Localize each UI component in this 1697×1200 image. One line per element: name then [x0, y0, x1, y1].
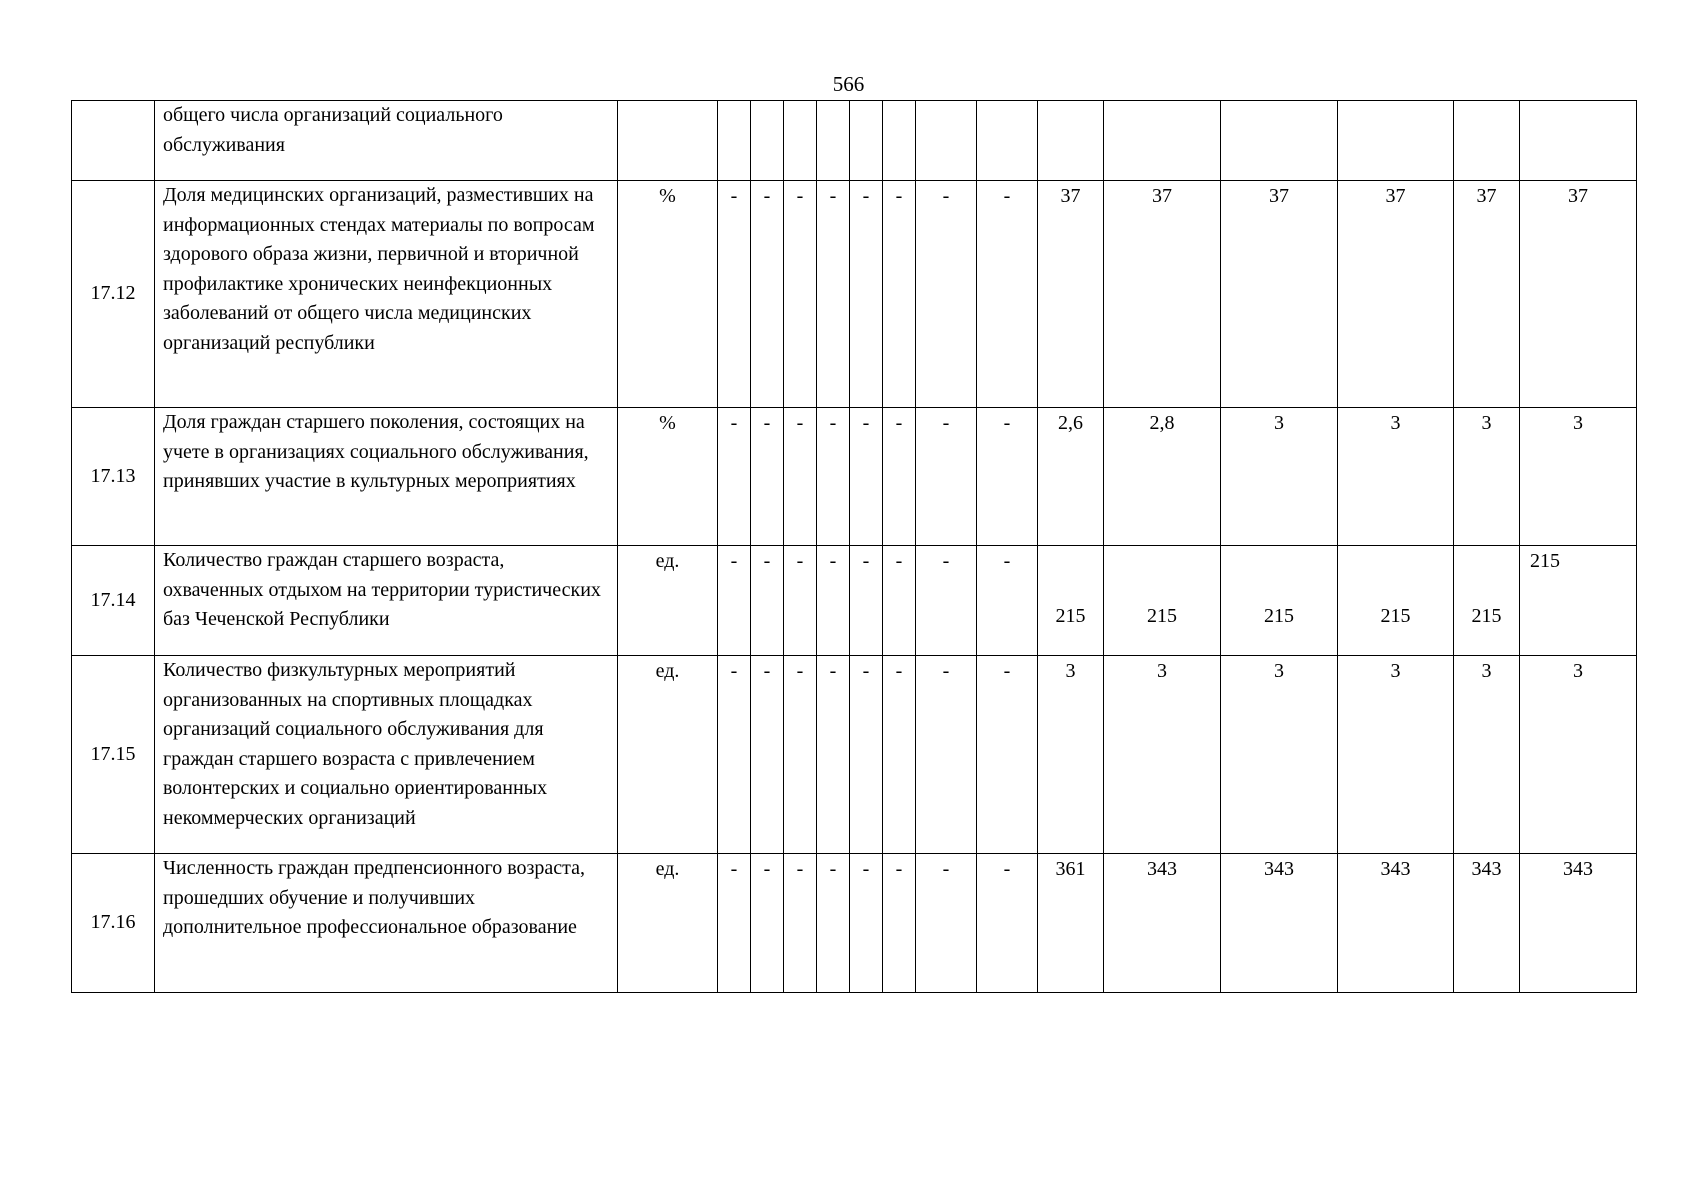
- value-cell: 2,6: [1038, 408, 1104, 546]
- table-row: [72, 546, 1637, 656]
- dash-cell: -: [916, 181, 977, 408]
- dash-cell: -: [784, 546, 817, 656]
- unit-cell: ед.: [618, 546, 718, 656]
- dash-cell: -: [850, 408, 883, 546]
- unit-cell: ед.: [618, 854, 718, 993]
- indicator-name-cell: Численность граждан предпенсионного возраста, прошедших обучение и получивших дополнительное профессиональное образование: [155, 854, 618, 993]
- row-number-cell: 17.12: [72, 181, 155, 408]
- indicator-name-cell: Количество граждан старшего возраста, охваченных отдыхом на территории туристических баз Чеченской Республики: [155, 546, 618, 656]
- value-cell: 37: [1221, 181, 1338, 408]
- dash-cell: -: [817, 854, 850, 993]
- value-cell: 343: [1104, 854, 1221, 993]
- dash-cell: -: [817, 656, 850, 854]
- indicator-name-cell: Доля медицинских организаций, разместивших на информационных стендах материалы по вопросам здорового образа жизни, первичной и вторичной профилактике хронических неинфекционных заболеваний от общего числа медицинских организаций республики: [155, 181, 618, 408]
- value-cell: 343: [1454, 854, 1520, 993]
- value-cell: 361: [1038, 854, 1104, 993]
- value-cell: 215: [1221, 546, 1338, 656]
- row-number-cell: [72, 101, 155, 181]
- dash-cell: -: [784, 854, 817, 993]
- dash-cell: -: [718, 854, 751, 993]
- table-row: [72, 181, 1637, 408]
- dash-cell: -: [916, 656, 977, 854]
- value-cell: 343: [1520, 854, 1637, 993]
- value-cell: 215: [1520, 546, 1637, 656]
- dash-cell: -: [751, 408, 784, 546]
- table-row: [72, 408, 1637, 546]
- table-row-continuation: [72, 101, 1637, 181]
- table-row: [72, 854, 1637, 993]
- dash-cell: -: [751, 854, 784, 993]
- dash-cell: -: [718, 408, 751, 546]
- value-cell: 3: [1454, 408, 1520, 546]
- value-cell: 37: [1038, 181, 1104, 408]
- dash-cell: -: [916, 546, 977, 656]
- dash-cell: -: [977, 181, 1038, 408]
- value-cell: 215: [1104, 546, 1221, 656]
- dash-cell: -: [784, 181, 817, 408]
- dash-cell: -: [817, 546, 850, 656]
- dash-cell: -: [977, 408, 1038, 546]
- value-cell: 343: [1221, 854, 1338, 993]
- row-number-cell: 17.13: [72, 408, 155, 546]
- dash-cell: -: [817, 408, 850, 546]
- indicator-name-cell: общего числа организаций социального обслуживания: [155, 101, 618, 181]
- dash-cell: -: [977, 546, 1038, 656]
- dash-cell: -: [883, 408, 916, 546]
- dash-cell: -: [784, 656, 817, 854]
- value-cell: 3: [1038, 656, 1104, 854]
- row-number-cell: 17.15: [72, 656, 155, 854]
- dash-cell: -: [751, 181, 784, 408]
- dash-cell: -: [751, 656, 784, 854]
- dash-cell: -: [751, 546, 784, 656]
- value-cell: 215: [1338, 546, 1454, 656]
- dash-cell: -: [977, 656, 1038, 854]
- dash-cell: -: [850, 546, 883, 656]
- dash-cell: -: [883, 854, 916, 993]
- dash-cell: -: [817, 181, 850, 408]
- unit-cell: %: [618, 408, 718, 546]
- dash-cell: -: [883, 546, 916, 656]
- dash-cell: -: [850, 854, 883, 993]
- dash-cell: -: [850, 181, 883, 408]
- dash-cell: -: [718, 656, 751, 854]
- dash-cell: -: [977, 854, 1038, 993]
- value-cell: 3: [1221, 656, 1338, 854]
- dash-cell: -: [850, 656, 883, 854]
- row-number-cell: 17.14: [72, 546, 155, 656]
- value-cell: 37: [1338, 181, 1454, 408]
- value-cell: 3: [1454, 656, 1520, 854]
- dash-cell: -: [883, 656, 916, 854]
- value-cell: 3: [1221, 408, 1338, 546]
- dash-cell: -: [718, 546, 751, 656]
- value-cell: 3: [1520, 408, 1637, 546]
- value-cell: 3: [1520, 656, 1637, 854]
- page-number: 566: [832, 72, 865, 96]
- dash-cell: -: [916, 408, 977, 546]
- unit-cell: %: [618, 181, 718, 408]
- row-number-cell: 17.16: [72, 854, 155, 993]
- value-cell: 343: [1338, 854, 1454, 993]
- value-cell: 215: [1038, 546, 1104, 656]
- value-cell: 3: [1338, 656, 1454, 854]
- value-cell: 3: [1338, 408, 1454, 546]
- value-cell: 37: [1104, 181, 1221, 408]
- dash-cell: -: [784, 408, 817, 546]
- unit-cell: ед.: [618, 656, 718, 854]
- dash-cell: -: [718, 181, 751, 408]
- indicator-name-cell: Количество физкультурных мероприятий организованных на спортивных площадках организаций социального обслуживания для граждан старшего возраста с привлечением волонтерских и социально ориентированных некоммерческих организаций: [155, 656, 618, 854]
- value-cell: 37: [1454, 181, 1520, 408]
- dash-cell: -: [916, 854, 977, 993]
- value-cell: 2,8: [1104, 408, 1221, 546]
- indicator-name-cell: Доля граждан старшего поколения, состоящих на учете в организациях социального обслуживания, принявших участие в культурных мероприятиях: [155, 408, 618, 546]
- dash-cell: -: [883, 181, 916, 408]
- indicators-table: [71, 100, 1637, 993]
- table-row: [72, 656, 1637, 854]
- value-cell: 37: [1520, 181, 1637, 408]
- value-cell: 3: [1104, 656, 1221, 854]
- value-cell: 215: [1454, 546, 1520, 656]
